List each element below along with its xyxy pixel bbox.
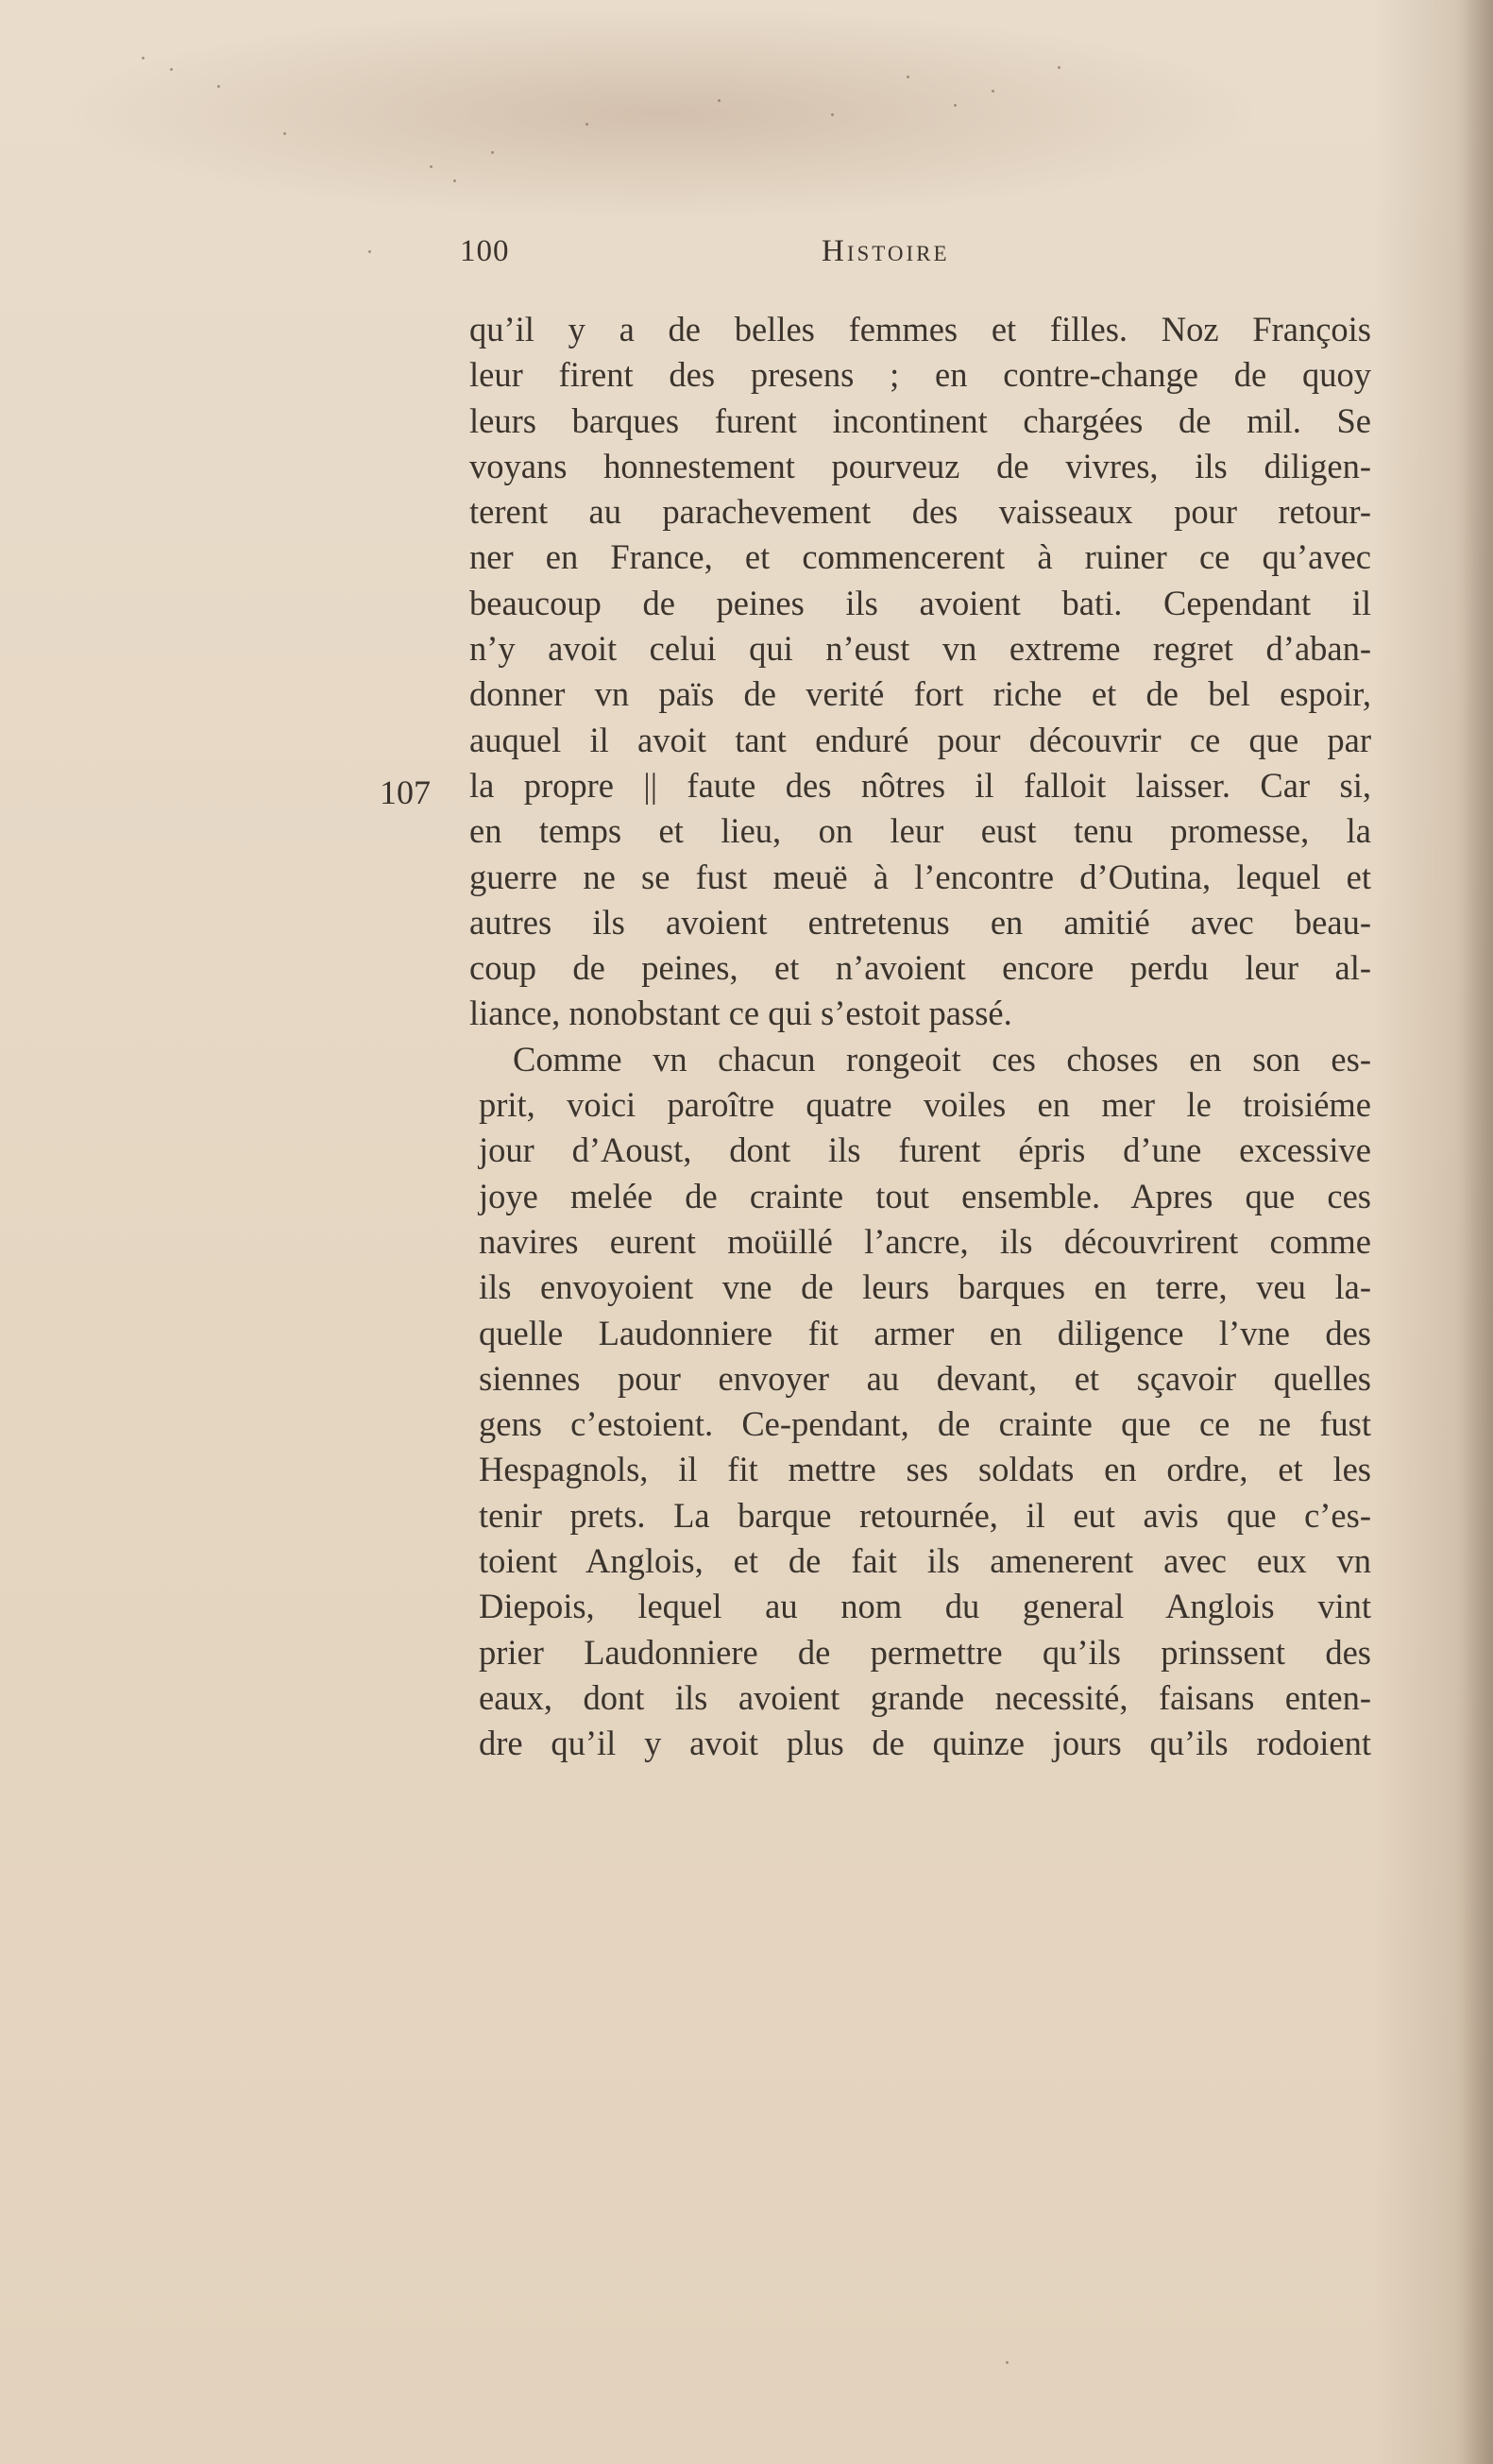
- text-line: terent au parachevement des vaisseaux pour retour-: [469, 492, 1371, 532]
- text-line: siennes pour envoyer au devant, et sçavoir quelles: [479, 1358, 1371, 1398]
- paper-speck: [718, 99, 721, 102]
- paper-speck: [491, 151, 494, 154]
- paper-speck: [585, 123, 588, 126]
- paper-speck: [142, 57, 144, 59]
- text-line: coup de peines, et n’avoient encore perdu leur al-: [469, 948, 1371, 988]
- paper-speck: [992, 90, 994, 93]
- paper-speck: [831, 113, 834, 116]
- text-line: prit, voici paroître quatre voiles en mer le troisiéme: [479, 1085, 1371, 1125]
- text-line: dre qu’il y avoit plus de quinze jours qu’ils rodoient: [479, 1724, 1371, 1763]
- text-line: autres ils avoient entretenus en amitié avec beau-: [469, 902, 1371, 942]
- paper-speck: [217, 85, 220, 88]
- text-line: tenir prets. La barque retournée, il eut avis que c’es-: [479, 1495, 1371, 1535]
- text-line: navires eurent moüillé l’ancre, ils découvrirent comme: [479, 1221, 1371, 1261]
- text-line: liance, nonobstant ce qui s’estoit passé.: [469, 994, 1012, 1033]
- text-line: toient Anglois, et de fait ils amenerent avec eux vn: [479, 1541, 1371, 1581]
- text-line: Comme vn chacun rongeoit ces choses en son es-: [513, 1039, 1371, 1079]
- paper-speck: [283, 132, 286, 135]
- text-line: gens c’estoient. Ce-pendant, de crainte que ce ne fust: [479, 1404, 1371, 1444]
- margin-page-reference: 107: [380, 773, 431, 811]
- text-line: la propre || faute des nôtres il falloit laisser. Car si,: [469, 765, 1371, 805]
- text-line: eaux, dont ils avoient grande necessité, faisans enten-: [479, 1677, 1371, 1717]
- text-line: quelle Laudonniere fit armer en diligence l’vne des: [479, 1313, 1371, 1352]
- text-line: ils envoyoient vne de leurs barques en terre, veu la-: [479, 1267, 1371, 1307]
- paper-speck: [368, 250, 371, 253]
- paper-speck: [453, 179, 456, 182]
- text-line: guerre ne se fust meuë à l’encontre d’Outina, lequel et: [469, 857, 1371, 896]
- text-line: qu’il y a de belles femmes et filles. Noz François: [469, 310, 1371, 348]
- text-line: en temps et lieu, on leur eust tenu promesse, la: [469, 811, 1371, 851]
- text-line: leurs barques furent incontinent chargées de mil. Se: [469, 400, 1371, 440]
- running-head: [460, 234, 1017, 281]
- paper-speck: [1058, 66, 1060, 69]
- text-line: leur firent des presens ; en contre-change de quoy: [469, 355, 1371, 395]
- body-text: [469, 307, 1371, 1767]
- page-number: 100: [460, 234, 510, 268]
- text-line: jour d’Aoust, dont ils furent épris d’une excessive: [479, 1130, 1371, 1170]
- paper-speck: [954, 104, 957, 107]
- text-line: ner en France, et commencerent à ruiner ce qu’avec: [469, 537, 1371, 577]
- paper-speck: [170, 68, 173, 71]
- text-line: joye melée de crainte tout ensemble. Apres que ces: [479, 1176, 1371, 1215]
- text-line: prier Laudonniere de permettre qu’ils prinssent des: [479, 1632, 1371, 1672]
- page-edge-shadow: [1455, 0, 1493, 2464]
- paper-speck: [430, 165, 433, 168]
- text-line: voyans honnestement pourveuz de vivres, ils diligen-: [469, 446, 1371, 485]
- text-line: n’y avoit celui qui n’eust vn extreme regret d’aban-: [469, 629, 1371, 669]
- text-line: beaucoup de peines ils avoient bati. Cependant il: [469, 583, 1371, 622]
- text-line: auquel il avoit tant enduré pour découvrir ce que par: [469, 720, 1371, 759]
- text-line: Hespagnols, il fit mettre ses soldats en ordre, et les: [479, 1450, 1371, 1489]
- paper-speck: [1006, 2361, 1009, 2364]
- paper-speck: [907, 76, 909, 78]
- text-line: donner vn païs de verité fort riche et de bel espoir,: [469, 674, 1371, 714]
- text-line: Diepois, lequel au nom du general Anglois vint: [479, 1587, 1371, 1626]
- header-title: Histoire: [822, 234, 950, 268]
